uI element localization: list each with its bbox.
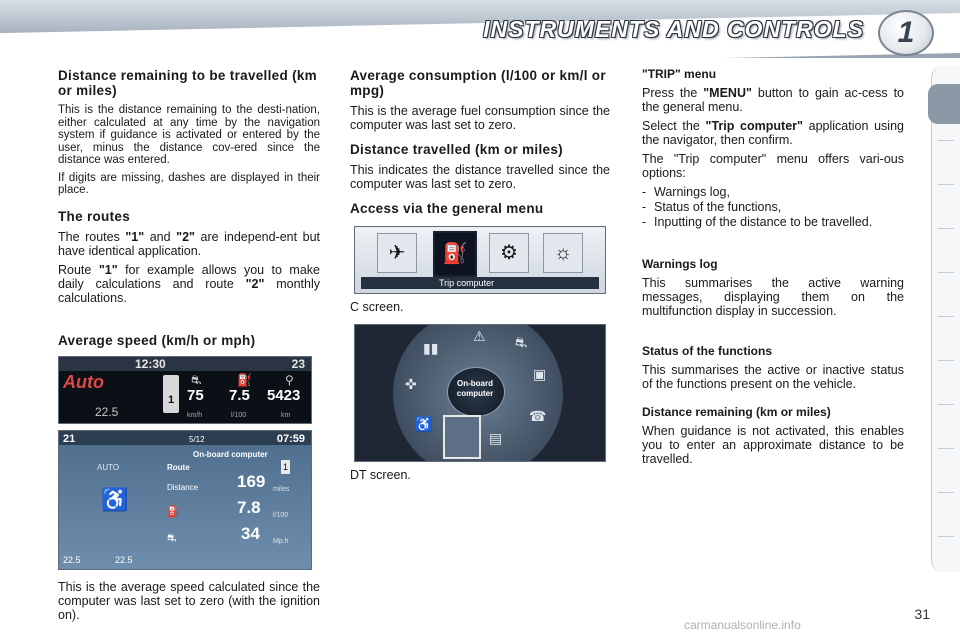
- column-right: [642, 64, 904, 471]
- dt-trip-panel-image: [58, 430, 312, 570]
- dash-speed-unit: km/h: [187, 411, 203, 419]
- heading-average-speed: Average speed (km/h or mph): [58, 332, 256, 348]
- c-menu-icon-1: ✈: [377, 233, 417, 273]
- tab-divider: [938, 404, 954, 405]
- tab-divider: [938, 360, 954, 361]
- dt-date: 5/12: [189, 434, 205, 444]
- dash-distance-unit: km: [281, 411, 291, 419]
- dt-icon-car: ⛐: [515, 334, 528, 350]
- list-item: - Warnings log,: [642, 185, 904, 199]
- heading-distance-travelled: Distance travelled (km or miles): [350, 142, 563, 157]
- dt-right-value: 22.5: [115, 554, 133, 565]
- heading-general-menu: Access via the general menu: [350, 201, 544, 216]
- chapter-number-badge: 1: [878, 10, 934, 56]
- seat-icon: ♿: [101, 486, 129, 512]
- tab-divider: [938, 184, 954, 185]
- dash-clock: 12:30: [135, 356, 166, 371]
- trip-options-list: [642, 185, 904, 229]
- paragraph-dashes: If digits are missing, dashes are displayed in their place.: [58, 171, 320, 196]
- paragraph-average-speed: This is the average speed calculated since the computer was last set to zero (with the ignition on).: [58, 579, 320, 622]
- heading-status-functions: Status of the functions: [642, 344, 772, 358]
- caption-c-screen: C screen.: [350, 300, 404, 314]
- dt-consumption-unit: l/100: [273, 511, 289, 519]
- dt-icon-phone: ☎: [529, 408, 547, 424]
- dt-row-distance: Distance: [167, 482, 199, 492]
- dt-screen-image: [354, 324, 606, 462]
- paragraph-routes-2: Route "1" for example allows you to make daily calculations and route "2" monthly calculations.: [58, 262, 320, 305]
- dash-mode: Auto: [63, 371, 104, 392]
- section-title: INSTRUMENTS AND CONTROLS: [483, 16, 864, 42]
- tab-divider: [938, 272, 954, 273]
- dt-route-value: 1: [283, 461, 289, 472]
- dash-temp: 23: [291, 356, 305, 371]
- dt-icon-seat2: ♿: [415, 416, 433, 432]
- c-menu-icon-trip-selected: ⛽: [433, 231, 477, 277]
- paragraph-trip-3: The "Trip computer" menu offers vari-ous options:: [642, 152, 904, 180]
- car-icon: ⛐: [191, 372, 202, 387]
- c-screen-label: Trip computer: [439, 278, 495, 288]
- heading-average-consumption: Average consumption (l/100 or km/l or mpg): [350, 68, 606, 98]
- watermark: carmanualsonline.info: [684, 618, 801, 632]
- car-speed-icon: ⛐: [167, 531, 177, 544]
- list-item: - Status of the functions,: [642, 200, 904, 214]
- dt-center-label: On-board computer: [456, 379, 494, 398]
- dt-icon-seat: ▣: [533, 366, 547, 382]
- paragraph-status-functions: This summarises the active or inactive status of the functions present on the vehicle.: [642, 363, 904, 391]
- paragraph-routes-1: The routes "1" and "2" are independ-ent but have identical application.: [58, 229, 321, 258]
- tab-divider: [938, 536, 954, 537]
- chapter-tab-strip: [931, 66, 960, 572]
- dt-temp: 21: [63, 432, 76, 445]
- pin-icon: ⚲: [285, 372, 294, 387]
- tab-divider: [938, 492, 954, 493]
- heading-trip-menu: "TRIP" menu: [642, 67, 717, 81]
- paragraph-trip-2: Select the "Trip computer" application using the navigator, then confirm.: [642, 119, 904, 147]
- dt-icon-warning: ⚠: [473, 328, 486, 344]
- tab-divider: [938, 448, 954, 449]
- dt-icon-screen: ▤: [489, 430, 503, 446]
- dash-distance: 5423: [267, 386, 301, 404]
- heading-warnings-log: Warnings log: [642, 257, 718, 271]
- heading-distance-remaining-input: Distance remaining (km or miles): [642, 405, 831, 419]
- dashboard-display-image: [58, 356, 312, 424]
- dt-auto: AUTO: [97, 462, 120, 472]
- dash-odo: 22.5: [95, 404, 119, 419]
- dt-distance-unit: miles: [273, 485, 290, 493]
- fuel-gauge-icon: ⛽: [167, 505, 181, 518]
- c-menu-icon-4: ☼: [543, 233, 583, 273]
- tab-divider: [938, 316, 954, 317]
- dt-row-route: Route: [167, 462, 190, 472]
- page-header: [0, 0, 960, 58]
- dt-icon-bottles: ▮▮: [423, 340, 439, 356]
- dt-left-value: 22.5: [63, 554, 81, 565]
- dt-speed-value: 34: [241, 523, 260, 543]
- dt-icon-nav: ✜: [405, 376, 417, 392]
- page-number: 31: [914, 606, 930, 622]
- dt-consumption-value: 7.8: [237, 497, 261, 517]
- fuel-pump-icon: ⛽: [237, 372, 252, 387]
- dash-consumption: 7.5: [229, 386, 250, 404]
- active-chapter-tab[interactable]: [928, 84, 960, 124]
- column-left: [58, 64, 320, 627]
- heading-routes: The routes: [58, 208, 131, 224]
- dt-selected-item: [443, 415, 481, 459]
- dash-consumption-unit: l/100: [231, 411, 247, 419]
- c-menu-icon-3: ⚙: [489, 233, 529, 273]
- c-screen-image: [354, 226, 606, 294]
- paragraph-warnings-log: This summarises the active warning messages, displaying them on the multifunction display in succession.: [642, 276, 904, 318]
- tab-divider: [938, 228, 954, 229]
- column-middle: [350, 64, 610, 487]
- caption-dt-screen: DT screen.: [350, 468, 411, 482]
- dt-panel-title: On-board computer: [193, 449, 268, 459]
- dt-time: 07:59: [276, 432, 305, 445]
- dt-distance-value: 169: [237, 471, 266, 491]
- tab-divider: [938, 140, 954, 141]
- paragraph-distance-remaining: This is the distance remaining to the desti-nation, either calculated at any time by the navigation system if guidance is activated or entered by the user, minus the distance cov-ered since the distance was entered.: [58, 104, 320, 166]
- dash-route: 1: [168, 393, 175, 406]
- dt-speed-unit: Mp.h: [273, 537, 289, 545]
- heading-distance-remaining: Distance remaining to be travelled (km or miles): [58, 68, 317, 98]
- list-item: - Inputting of the distance to be travelled.: [642, 215, 904, 229]
- paragraph-distance-remaining-input: When guidance is not activated, this enables you to enter an approximate distance to be travelled.: [642, 424, 904, 466]
- paragraph-average-consumption: This is the average fuel consumption since the computer was last set to zero.: [350, 104, 610, 132]
- dash-speed: 75: [187, 386, 204, 404]
- paragraph-distance-travelled: This indicates the distance travelled since the computer was last set to zero.: [350, 163, 610, 191]
- paragraph-trip-1: Press the "MENU" button to gain ac-cess to the general menu.: [642, 86, 904, 114]
